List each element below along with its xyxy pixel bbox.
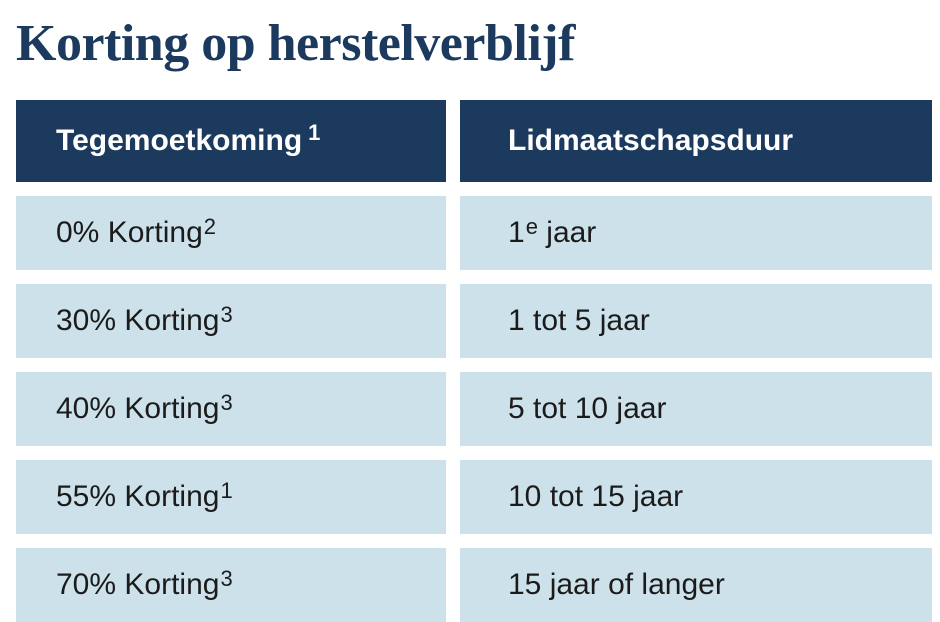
- header-cell-lidmaatschapsduur: [460, 100, 932, 182]
- duration-label-rest: jaar: [537, 216, 597, 249]
- discount-label: 30% Korting: [56, 304, 220, 337]
- page-title: Korting op herstelverblijf: [16, 15, 575, 72]
- table-cell-discount: [16, 548, 446, 622]
- table-cell-discount: [16, 372, 446, 446]
- discount-label: 55% Korting: [56, 480, 220, 513]
- table-cell-duration: [460, 460, 932, 534]
- duration-label: 1: [508, 216, 525, 249]
- duration-label: 5 tot 10 jaar: [508, 392, 667, 425]
- discount-label: 70% Korting: [56, 568, 220, 601]
- ordinal-suffix: e: [525, 214, 538, 239]
- table-cell-duration: [460, 284, 932, 358]
- header-cell-tegemoetkoming: [16, 100, 446, 182]
- footnote-marker: 1: [220, 478, 233, 503]
- table-cell-discount: [16, 196, 446, 270]
- discount-label: 40% Korting: [56, 392, 220, 425]
- discount-label: 0% Korting: [56, 216, 203, 249]
- footnote-marker: 3: [220, 390, 233, 415]
- table-cell-discount: [16, 284, 446, 358]
- table-cell-duration: [460, 196, 932, 270]
- table-cell-duration: [460, 548, 932, 622]
- footnote-marker: 2: [203, 214, 216, 239]
- footnote-marker: 1: [308, 120, 321, 145]
- footnote-marker: 3: [220, 302, 233, 327]
- duration-label: 1 tot 5 jaar: [508, 304, 650, 337]
- header-label: Lidmaatschapsduur: [508, 124, 794, 157]
- duration-label: 15 jaar of langer: [508, 568, 725, 601]
- table-cell-duration: [460, 372, 932, 446]
- table-cell-discount: [16, 460, 446, 534]
- discount-table: [16, 100, 932, 622]
- header-label: Tegemoetkoming: [56, 124, 303, 157]
- footnote-marker: 3: [220, 566, 233, 591]
- duration-label: 10 tot 15 jaar: [508, 480, 684, 513]
